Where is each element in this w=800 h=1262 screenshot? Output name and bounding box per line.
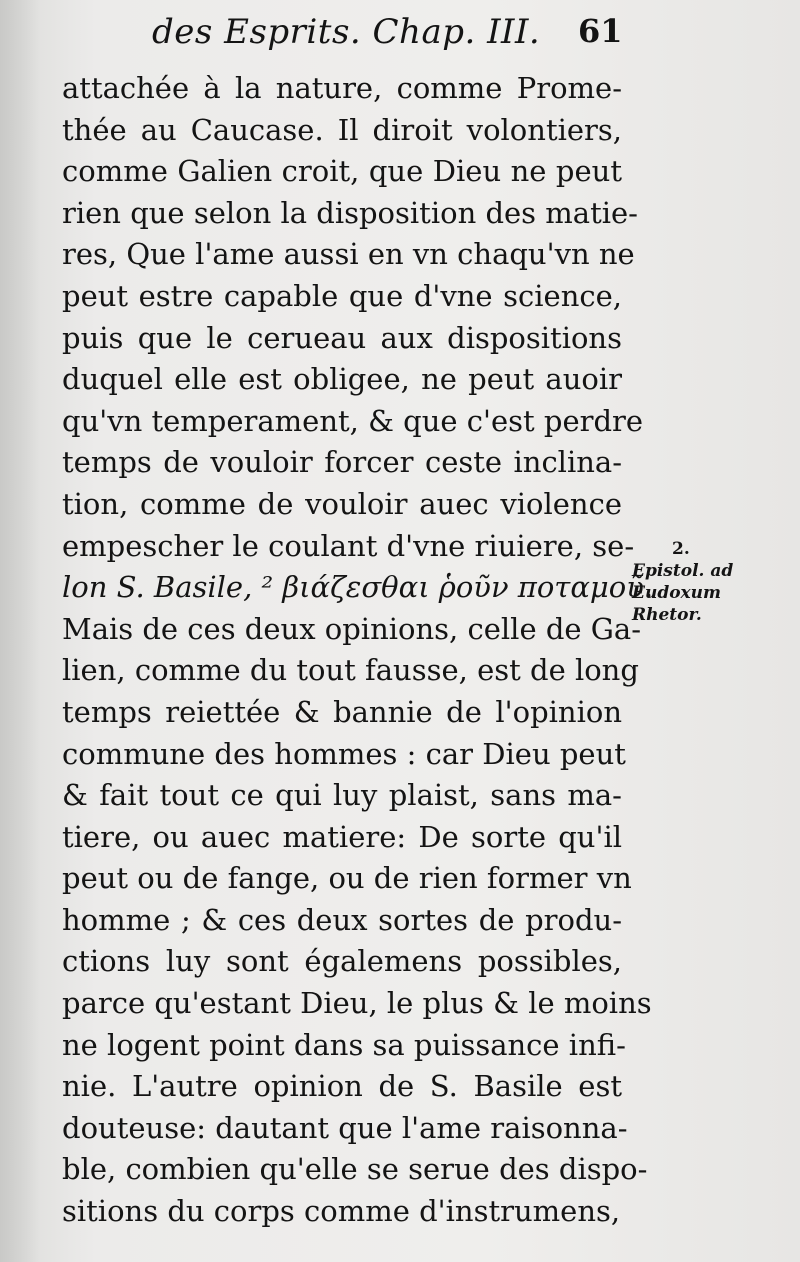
text-line: tion, comme de vouloir auec violence: [62, 486, 622, 521]
body-text: [62, 68, 654, 1233]
text-line: qu'vn temperament, & que c'est perdre: [62, 403, 644, 438]
text-line: temps de vouloir forcer ceste inclina-: [62, 445, 622, 480]
text-line-greek-quote: lon S. Basile, ² βιάζεσθαι ῥοῦν ποταμοῦ.: [62, 570, 654, 605]
text-line: parce qu'estant Dieu, le plus & le moins: [62, 986, 652, 1021]
text-line: attachée à la nature, comme Prome-: [62, 71, 622, 105]
text-line: ctions luy sont égalemens possibles,: [62, 944, 622, 979]
text-line: homme ; & ces deux sortes de produ-: [62, 902, 622, 937]
text-line: lien, comme du tout fausse, est de long: [62, 653, 639, 688]
page-gutter-shadow: [0, 0, 40, 1262]
text-line: thée au Caucase. Il diroit volontiers,: [62, 112, 622, 147]
text-line: rien que selon la disposition des matie-: [62, 195, 638, 230]
marginal-note-line: Rhetor.: [632, 605, 702, 625]
text-line: & fait tout ce qui luy plaist, sans ma-: [62, 778, 622, 813]
text-line: puis que le cerueau aux dispositions: [62, 320, 622, 355]
text-line: ne logent point dans sa puissance infi-: [62, 1027, 626, 1062]
text-line: peut estre capable que d'vne science,: [62, 278, 622, 313]
text-line: ble, combien qu'elle se serue des dispo-: [62, 1152, 648, 1187]
page-number: 61: [578, 12, 623, 50]
marginal-note-line: Epistol. ad: [632, 561, 734, 581]
text-line: nie. L'autre opinion de S. Basile est: [62, 1069, 622, 1104]
text-line: empescher le coulant d'vne riuiere, se-: [62, 528, 635, 563]
marginal-note-line: Eudoxum: [632, 583, 722, 603]
text-line: comme Galien croit, que Dieu ne peut: [62, 154, 622, 189]
text-line: tiere, ou auec matiere: De sorte qu'il: [62, 819, 622, 854]
text-line: temps reiettée & bannie de l'opinion: [62, 694, 622, 729]
text-line: duquel elle est obligee, ne peut auoir: [62, 362, 622, 397]
text-line: peut ou de fange, ou de rien former vn: [62, 861, 632, 896]
text-line: commune des hommes : car Dieu peut: [62, 736, 626, 771]
marginal-note: [632, 538, 772, 626]
text-line: douteuse: dautant que l'ame raisonna-: [62, 1110, 628, 1145]
running-head: des Esprits. Chap. III.: [152, 12, 541, 52]
text-line: res, Que l'ame aussi en vn chaqu'vn ne: [62, 237, 635, 272]
text-line: Mais de ces deux opinions, celle de Ga-: [62, 611, 642, 646]
text-line: sitions du corps comme d'instrumens,: [62, 1194, 621, 1229]
marginal-note-number: 2.: [672, 539, 690, 559]
